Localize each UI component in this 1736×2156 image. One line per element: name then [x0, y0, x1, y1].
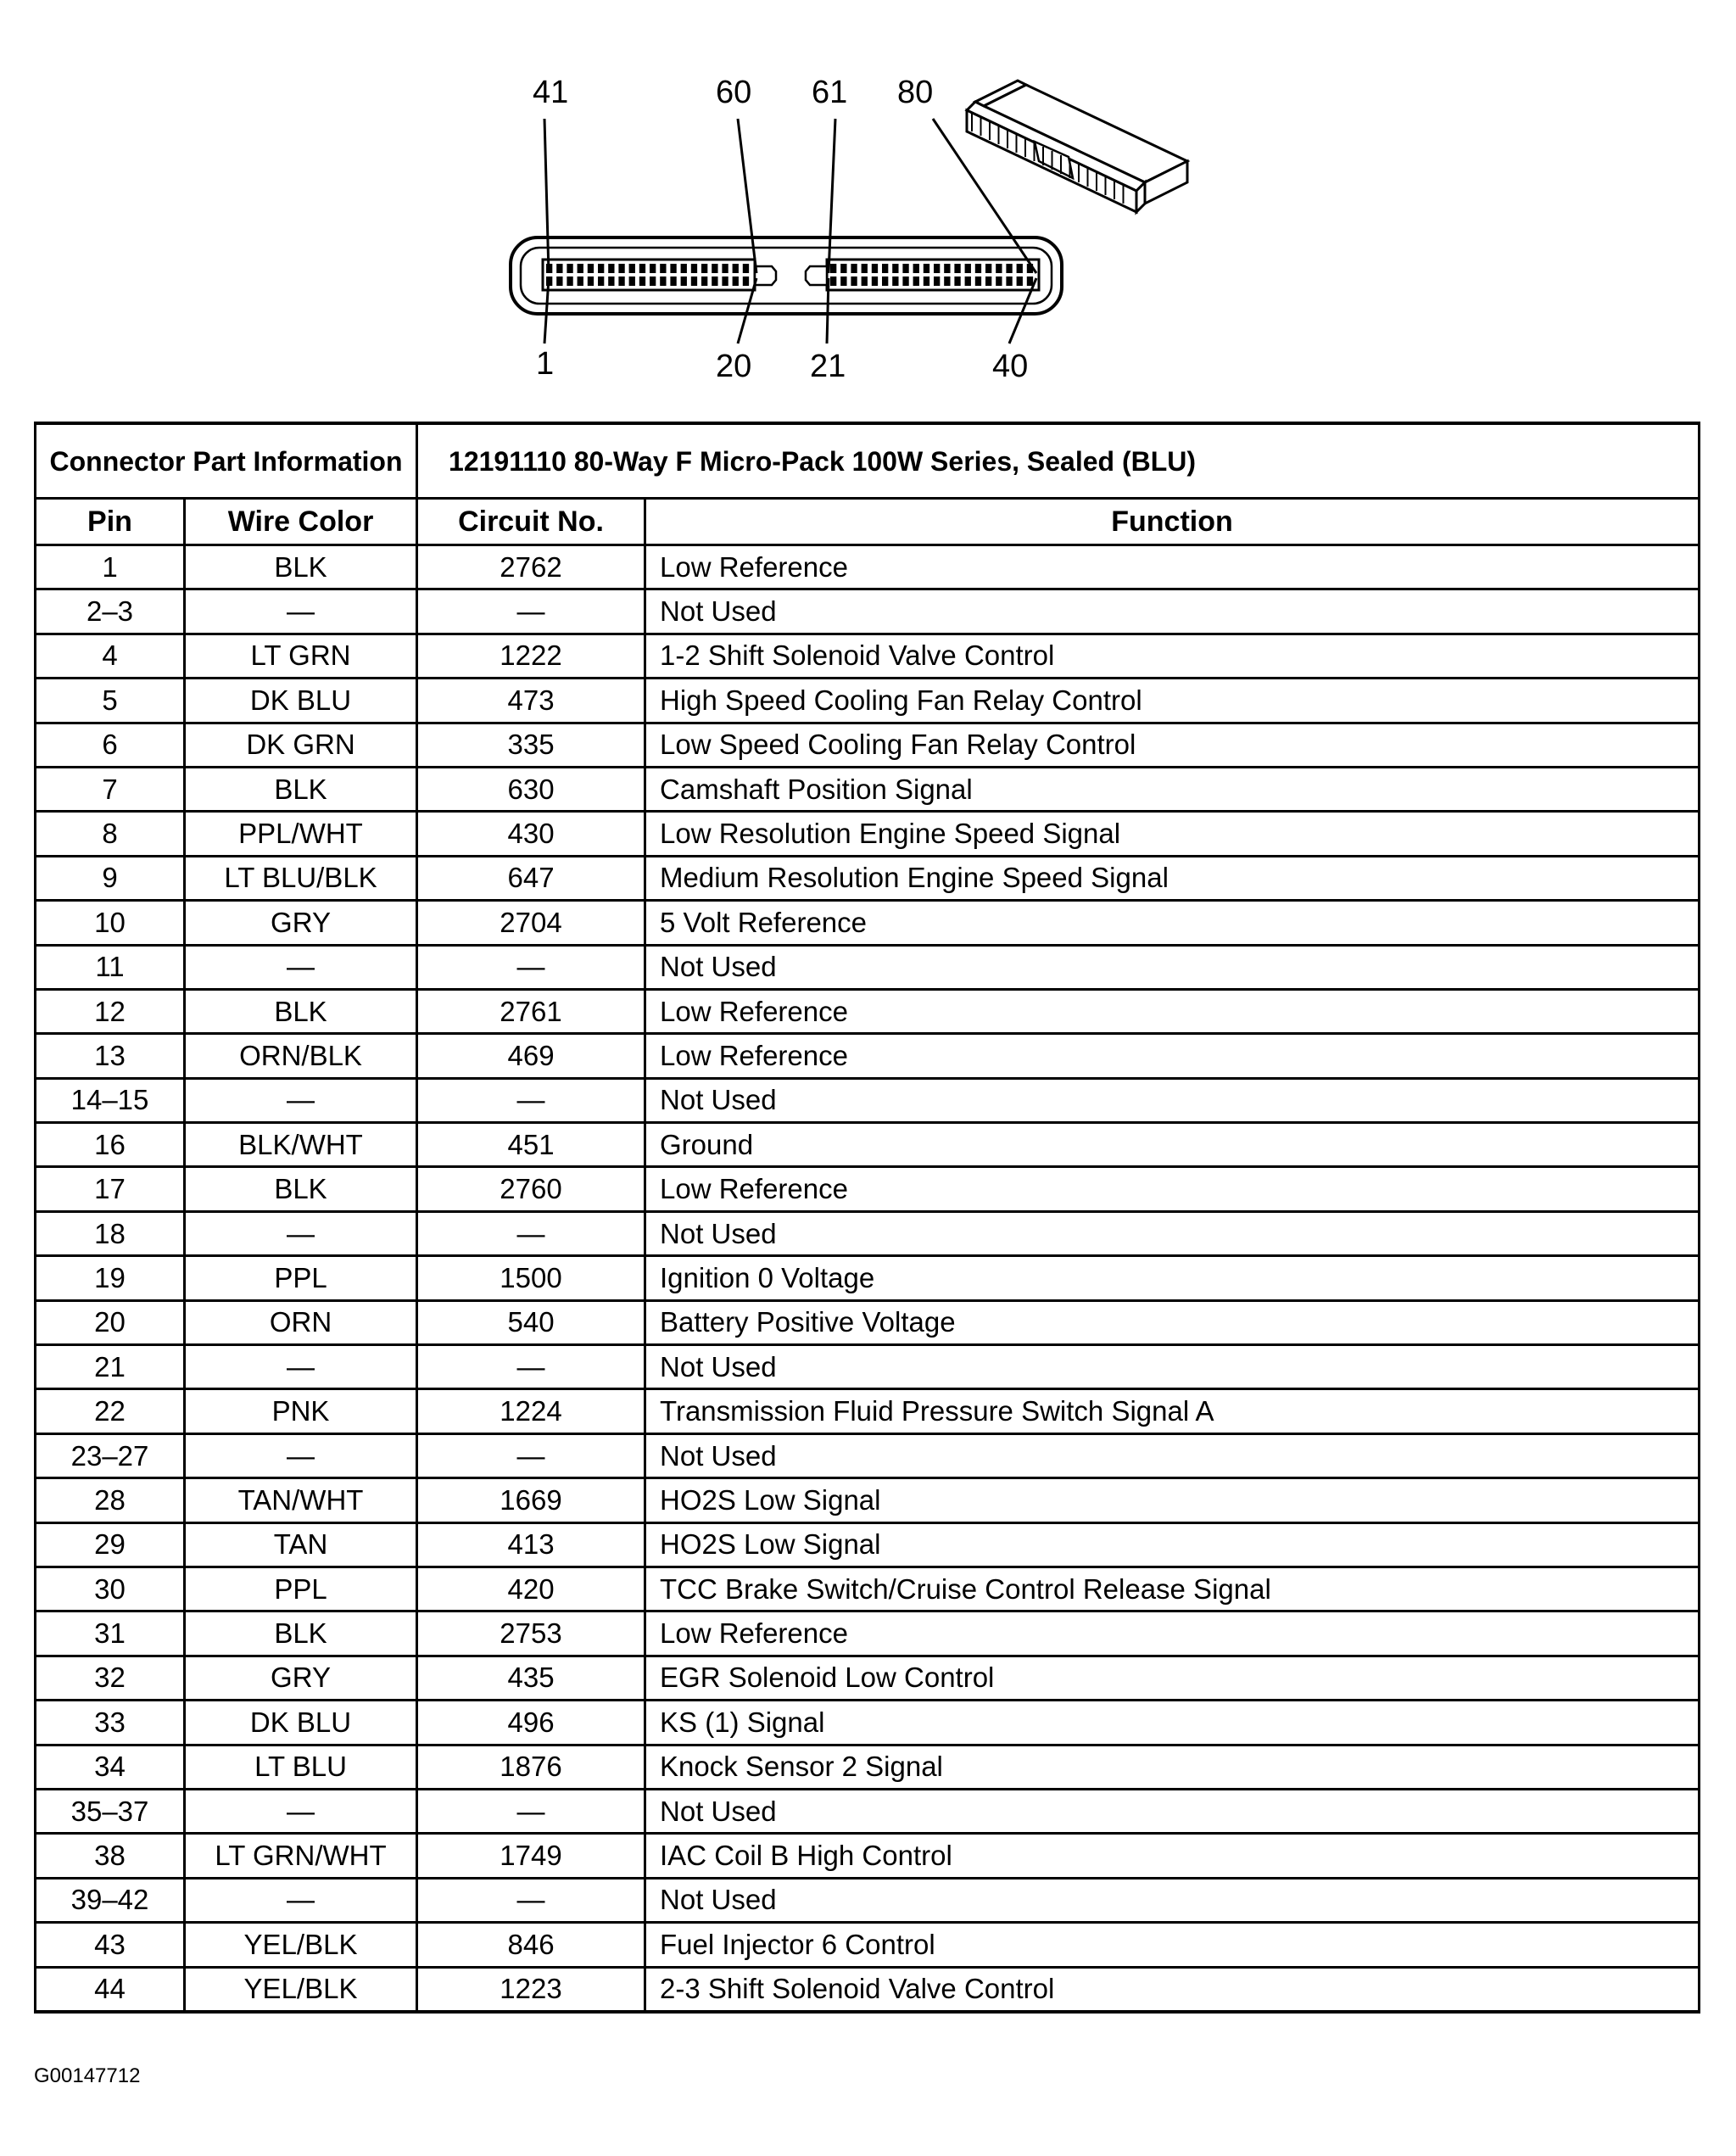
circuit-cell: 430 [417, 812, 645, 856]
wire-color-cell: BLK [185, 1611, 417, 1656]
pin-tooth [975, 264, 981, 273]
pin-tooth [882, 276, 888, 286]
wire-color-cell: DK GRN [185, 723, 417, 767]
pin-cell: 16 [36, 1123, 185, 1167]
pin-tooth [722, 264, 728, 273]
pin-tooth [556, 276, 562, 286]
circuit-cell: 469 [417, 1034, 645, 1078]
wire-color-cell: YEL/BLK [185, 1923, 417, 1967]
table-row [36, 1834, 1700, 1878]
pin-tooth [670, 276, 676, 286]
circuit-cell: 335 [417, 723, 645, 767]
wire-color-cell: YEL/BLK [185, 1967, 417, 2012]
wire-color-cell: BLK [185, 1167, 417, 1211]
pin-cell: 31 [36, 1611, 185, 1656]
table-row [36, 1967, 1700, 2012]
circuit-cell: 2762 [417, 545, 645, 589]
function-cell: EGR Solenoid Low Control [645, 1656, 1700, 1700]
column-header-function: Function [645, 499, 1700, 545]
pin-tooth [701, 276, 707, 286]
pin-tooth [722, 276, 728, 286]
pin-tooth [743, 264, 749, 273]
circuit-cell: 2753 [417, 1611, 645, 1656]
table-row [36, 1656, 1700, 1700]
table-row [36, 767, 1700, 811]
pin-cell: 14–15 [36, 1078, 185, 1122]
circuit-cell: 1500 [417, 1256, 645, 1300]
table-row [36, 545, 1700, 589]
pin-cell: 7 [36, 767, 185, 811]
pin-cell: 11 [36, 945, 185, 989]
wire-color-cell: LT BLU [185, 1745, 417, 1789]
column-header-row [36, 499, 1700, 545]
wire-color-cell: — [185, 1878, 417, 1922]
pin-tooth [892, 276, 898, 286]
wire-color-cell: GRY [185, 1656, 417, 1700]
table-row [36, 1167, 1700, 1211]
pin-cell: 8 [36, 812, 185, 856]
table-row [36, 1345, 1700, 1389]
pin-tooth [851, 264, 857, 273]
pin-cell: 29 [36, 1522, 185, 1567]
function-cell: KS (1) Signal [645, 1701, 1700, 1745]
circuit-cell: 2704 [417, 901, 645, 945]
table-row [36, 1300, 1700, 1344]
circuit-cell: 1669 [417, 1478, 645, 1522]
table-row [36, 589, 1700, 634]
pin-tooth [944, 276, 950, 286]
pin-cell: 13 [36, 1034, 185, 1078]
function-cell: Transmission Fluid Pressure Switch Signal A [645, 1389, 1700, 1433]
pin-tooth [660, 264, 666, 273]
function-cell: Low Reference [645, 989, 1700, 1033]
table-row [36, 1433, 1700, 1477]
function-cell: High Speed Cooling Fan Relay Control [645, 679, 1700, 723]
wire-color-cell: BLK/WHT [185, 1123, 417, 1167]
wire-color-cell: PPL/WHT [185, 812, 417, 856]
pin-tooth [954, 264, 960, 273]
circuit-cell: 846 [417, 1923, 645, 1967]
function-cell: 1-2 Shift Solenoid Valve Control [645, 634, 1700, 678]
pin-label-20: 20 [716, 349, 752, 384]
function-cell: Medium Resolution Engine Speed Signal [645, 856, 1700, 900]
table-row [36, 1745, 1700, 1789]
pin-cell: 32 [36, 1656, 185, 1700]
pin-tooth [985, 264, 991, 273]
function-cell: Low Reference [645, 545, 1700, 589]
pin-tooth [598, 276, 604, 286]
connector-key-right [806, 266, 827, 285]
circuit-cell: 420 [417, 1567, 645, 1611]
pin-cell: 33 [36, 1701, 185, 1745]
pin-label-61: 61 [812, 75, 848, 110]
table-row [36, 1034, 1700, 1078]
connector-diagram [492, 51, 1238, 399]
table-row [36, 1478, 1700, 1522]
pin-tooth [733, 264, 739, 273]
table-row [36, 901, 1700, 945]
function-cell: HO2S Low Signal [645, 1522, 1700, 1567]
pin-tooth [670, 264, 676, 273]
pin-cell: 35–37 [36, 1789, 185, 1833]
table-row [36, 1789, 1700, 1833]
connector-info-row [36, 423, 1700, 499]
wire-color-cell: ORN/BLK [185, 1034, 417, 1078]
circuit-cell: 1222 [417, 634, 645, 678]
wire-color-cell: — [185, 1789, 417, 1833]
circuit-cell: 1223 [417, 1967, 645, 2012]
pin-tooth [701, 264, 707, 273]
pin-tooth [712, 276, 717, 286]
pin-label-21: 21 [810, 349, 846, 384]
pin-tooth [975, 276, 981, 286]
table-row [36, 1923, 1700, 1967]
wire-color-cell: ORN [185, 1300, 417, 1344]
pin-cell: 10 [36, 901, 185, 945]
circuit-cell: 473 [417, 679, 645, 723]
wire-color-cell: DK BLU [185, 679, 417, 723]
pin-tooth [608, 276, 614, 286]
column-header-wire-color: Wire Color [185, 499, 417, 545]
table-row [36, 856, 1700, 900]
pin-tooth [872, 276, 878, 286]
table-row [36, 1611, 1700, 1656]
pin-tooth [733, 276, 739, 286]
wire-color-cell: — [185, 1433, 417, 1477]
pin-cell: 22 [36, 1389, 185, 1433]
function-cell: 5 Volt Reference [645, 901, 1700, 945]
pin-tooth [965, 264, 971, 273]
circuit-cell: 2761 [417, 989, 645, 1033]
pin-tooth [578, 264, 583, 273]
pin-tooth [618, 264, 624, 273]
pinout-rows [36, 545, 1700, 2012]
table-row [36, 812, 1700, 856]
pin-cell: 21 [36, 1345, 185, 1389]
wire-color-cell: LT GRN/WHT [185, 1834, 417, 1878]
function-cell: TCC Brake Switch/Cruise Control Release Signal [645, 1567, 1700, 1611]
table-row [36, 1078, 1700, 1122]
pin-tooth [851, 276, 857, 286]
circuit-cell: 647 [417, 856, 645, 900]
function-cell: Low Speed Cooling Fan Relay Control [645, 723, 1700, 767]
wire-color-cell: PPL [185, 1567, 417, 1611]
pin-tooth [862, 264, 868, 273]
circuit-cell: — [417, 1078, 645, 1122]
circuit-cell: — [417, 945, 645, 989]
pin-cell: 1 [36, 545, 185, 589]
figure-id: G00147712 [34, 2064, 141, 2087]
table-row [36, 945, 1700, 989]
pin-cell: 20 [36, 1300, 185, 1344]
table-row [36, 1878, 1700, 1922]
pin-tooth [650, 264, 656, 273]
pin-cell: 44 [36, 1967, 185, 2012]
pin-tooth [629, 276, 635, 286]
circuit-cell: 1876 [417, 1745, 645, 1789]
pin-cell: 38 [36, 1834, 185, 1878]
pin-tooth [902, 264, 908, 273]
pin-tooth [882, 264, 888, 273]
pin-tooth [567, 264, 572, 273]
pin-cell: 30 [36, 1567, 185, 1611]
function-cell: Camshaft Position Signal [645, 767, 1700, 811]
circuit-cell: — [417, 589, 645, 634]
pin-cell: 5 [36, 679, 185, 723]
circuit-cell: — [417, 1211, 645, 1255]
function-cell: Not Used [645, 1789, 1700, 1833]
pin-tooth [830, 276, 836, 286]
function-cell: Not Used [645, 945, 1700, 989]
pin-tooth [965, 276, 971, 286]
function-cell: Not Used [645, 589, 1700, 634]
wire-color-cell: BLK [185, 545, 417, 589]
pin-tooth [944, 264, 950, 273]
function-cell: Fuel Injector 6 Control [645, 1923, 1700, 1967]
table-row [36, 1389, 1700, 1433]
circuit-cell: — [417, 1878, 645, 1922]
wire-color-cell: BLK [185, 989, 417, 1033]
pin-cell: 34 [36, 1745, 185, 1789]
circuit-cell: — [417, 1433, 645, 1477]
wire-color-cell: TAN/WHT [185, 1478, 417, 1522]
pin-tooth [934, 264, 940, 273]
pin-tooth [681, 276, 687, 286]
pin-label-41: 41 [533, 75, 569, 110]
pin-tooth [892, 264, 898, 273]
pin-cell: 9 [36, 856, 185, 900]
pin-tooth [985, 276, 991, 286]
function-cell: Not Used [645, 1433, 1700, 1477]
function-cell: 2-3 Shift Solenoid Valve Control [645, 1967, 1700, 2012]
table-row [36, 679, 1700, 723]
circuit-cell: 630 [417, 767, 645, 811]
pin-tooth [830, 264, 836, 273]
pin-tooth [913, 264, 919, 273]
function-cell: Not Used [645, 1078, 1700, 1122]
function-cell: Low Reference [645, 1167, 1700, 1211]
wire-color-cell: TAN [185, 1522, 417, 1567]
connector-key [755, 266, 776, 285]
pin-tooth [1017, 276, 1023, 286]
circuit-cell: — [417, 1345, 645, 1389]
pin-tooth [902, 276, 908, 286]
pin-cell: 2–3 [36, 589, 185, 634]
pin-tooth [650, 276, 656, 286]
circuit-cell: 435 [417, 1656, 645, 1700]
pin-tooth [556, 264, 562, 273]
pin-tooth [588, 276, 594, 286]
pin-tooth [618, 276, 624, 286]
pin-tooth [1027, 276, 1033, 286]
wire-color-cell: PNK [185, 1389, 417, 1433]
pin-tooth [996, 264, 1002, 273]
pin-cell: 18 [36, 1211, 185, 1255]
circuit-cell: 496 [417, 1701, 645, 1745]
pin-tooth [1006, 264, 1012, 273]
function-cell: Ground [645, 1123, 1700, 1167]
pin-cell: 19 [36, 1256, 185, 1300]
pin-cell: 12 [36, 989, 185, 1033]
wire-color-cell: LT GRN [185, 634, 417, 678]
connector-illustration [492, 51, 1238, 399]
table-row [36, 723, 1700, 767]
function-cell: Knock Sensor 2 Signal [645, 1745, 1700, 1789]
wire-color-cell: — [185, 945, 417, 989]
wire-color-cell: BLK [185, 767, 417, 811]
pin-tooth [639, 264, 645, 273]
pin-tooth [924, 264, 929, 273]
pin-tooth [934, 276, 940, 286]
pin-tooth [588, 264, 594, 273]
pin-cell: 6 [36, 723, 185, 767]
connector-3d-view [967, 81, 1187, 212]
function-cell: IAC Coil B High Control [645, 1834, 1700, 1878]
pin-cell: 17 [36, 1167, 185, 1211]
table-row [36, 1123, 1700, 1167]
pin-cell: 4 [36, 634, 185, 678]
pin-tooth [660, 276, 666, 286]
pinout-table [34, 422, 1700, 2014]
pin-tooth [872, 264, 878, 273]
circuit-cell: 1224 [417, 1389, 645, 1433]
pin-tooth [924, 276, 929, 286]
wire-color-cell: — [185, 1345, 417, 1389]
table-row [36, 1522, 1700, 1567]
circuit-cell: 540 [417, 1300, 645, 1344]
table-row [36, 1701, 1700, 1745]
pin-tooth [691, 264, 697, 273]
pin-label-60: 60 [716, 75, 752, 110]
column-header-circuit-no: Circuit No. [417, 499, 645, 545]
function-cell: HO2S Low Signal [645, 1478, 1700, 1522]
pin-tooth [862, 276, 868, 286]
pin-tooth [567, 276, 572, 286]
pin-tooth [1017, 264, 1023, 273]
wire-color-cell: LT BLU/BLK [185, 856, 417, 900]
circuit-cell: 413 [417, 1522, 645, 1567]
pin-tooth [712, 264, 717, 273]
function-cell: Low Reference [645, 1611, 1700, 1656]
leader-21 [827, 278, 829, 344]
pin-tooth [743, 276, 749, 286]
pin-cell: 39–42 [36, 1878, 185, 1922]
function-cell: Not Used [645, 1878, 1700, 1922]
wire-color-cell: — [185, 1211, 417, 1255]
connector-part-info-label: Connector Part Information [36, 423, 417, 499]
pin-tooth [913, 276, 919, 286]
pin-tooth [1006, 276, 1012, 286]
wire-color-cell: — [185, 589, 417, 634]
pin-tooth [681, 264, 687, 273]
wire-color-cell: DK BLU [185, 1701, 417, 1745]
pin-tooth [840, 264, 846, 273]
circuit-cell: 1749 [417, 1834, 645, 1878]
pin-tooth [954, 276, 960, 286]
connector-part-description: 12191110 80-Way F Micro-Pack 100W Series, Sealed (BLU) [417, 423, 1700, 499]
wire-color-cell: GRY [185, 901, 417, 945]
pin-label-40: 40 [992, 349, 1029, 384]
circuit-cell: 2760 [417, 1167, 645, 1211]
function-cell: Not Used [645, 1211, 1700, 1255]
pin-tooth [598, 264, 604, 273]
table-row [36, 989, 1700, 1033]
table-row [36, 634, 1700, 678]
pin-tooth [840, 276, 846, 286]
function-cell: Ignition 0 Voltage [645, 1256, 1700, 1300]
pin-tooth [578, 276, 583, 286]
table-row [36, 1567, 1700, 1611]
table-row [36, 1256, 1700, 1300]
pin-tooth [996, 276, 1002, 286]
pin-cell: 43 [36, 1923, 185, 1967]
pin-label-80: 80 [897, 75, 934, 110]
pin-tooth [608, 264, 614, 273]
pin-cell: 23–27 [36, 1433, 185, 1477]
wire-color-cell: — [185, 1078, 417, 1122]
function-cell: Low Resolution Engine Speed Signal [645, 812, 1700, 856]
table-row [36, 1211, 1700, 1255]
pin-tooth [629, 264, 635, 273]
pin-tooth [639, 276, 645, 286]
function-cell: Battery Positive Voltage [645, 1300, 1700, 1344]
function-cell: Low Reference [645, 1034, 1700, 1078]
circuit-cell: 451 [417, 1123, 645, 1167]
pin-label-1: 1 [536, 346, 555, 382]
pin-tooth [691, 276, 697, 286]
circuit-cell: — [417, 1789, 645, 1833]
pin-cell: 28 [36, 1478, 185, 1522]
column-header-pin: Pin [36, 499, 185, 545]
wire-color-cell: PPL [185, 1256, 417, 1300]
function-cell: Not Used [645, 1345, 1700, 1389]
